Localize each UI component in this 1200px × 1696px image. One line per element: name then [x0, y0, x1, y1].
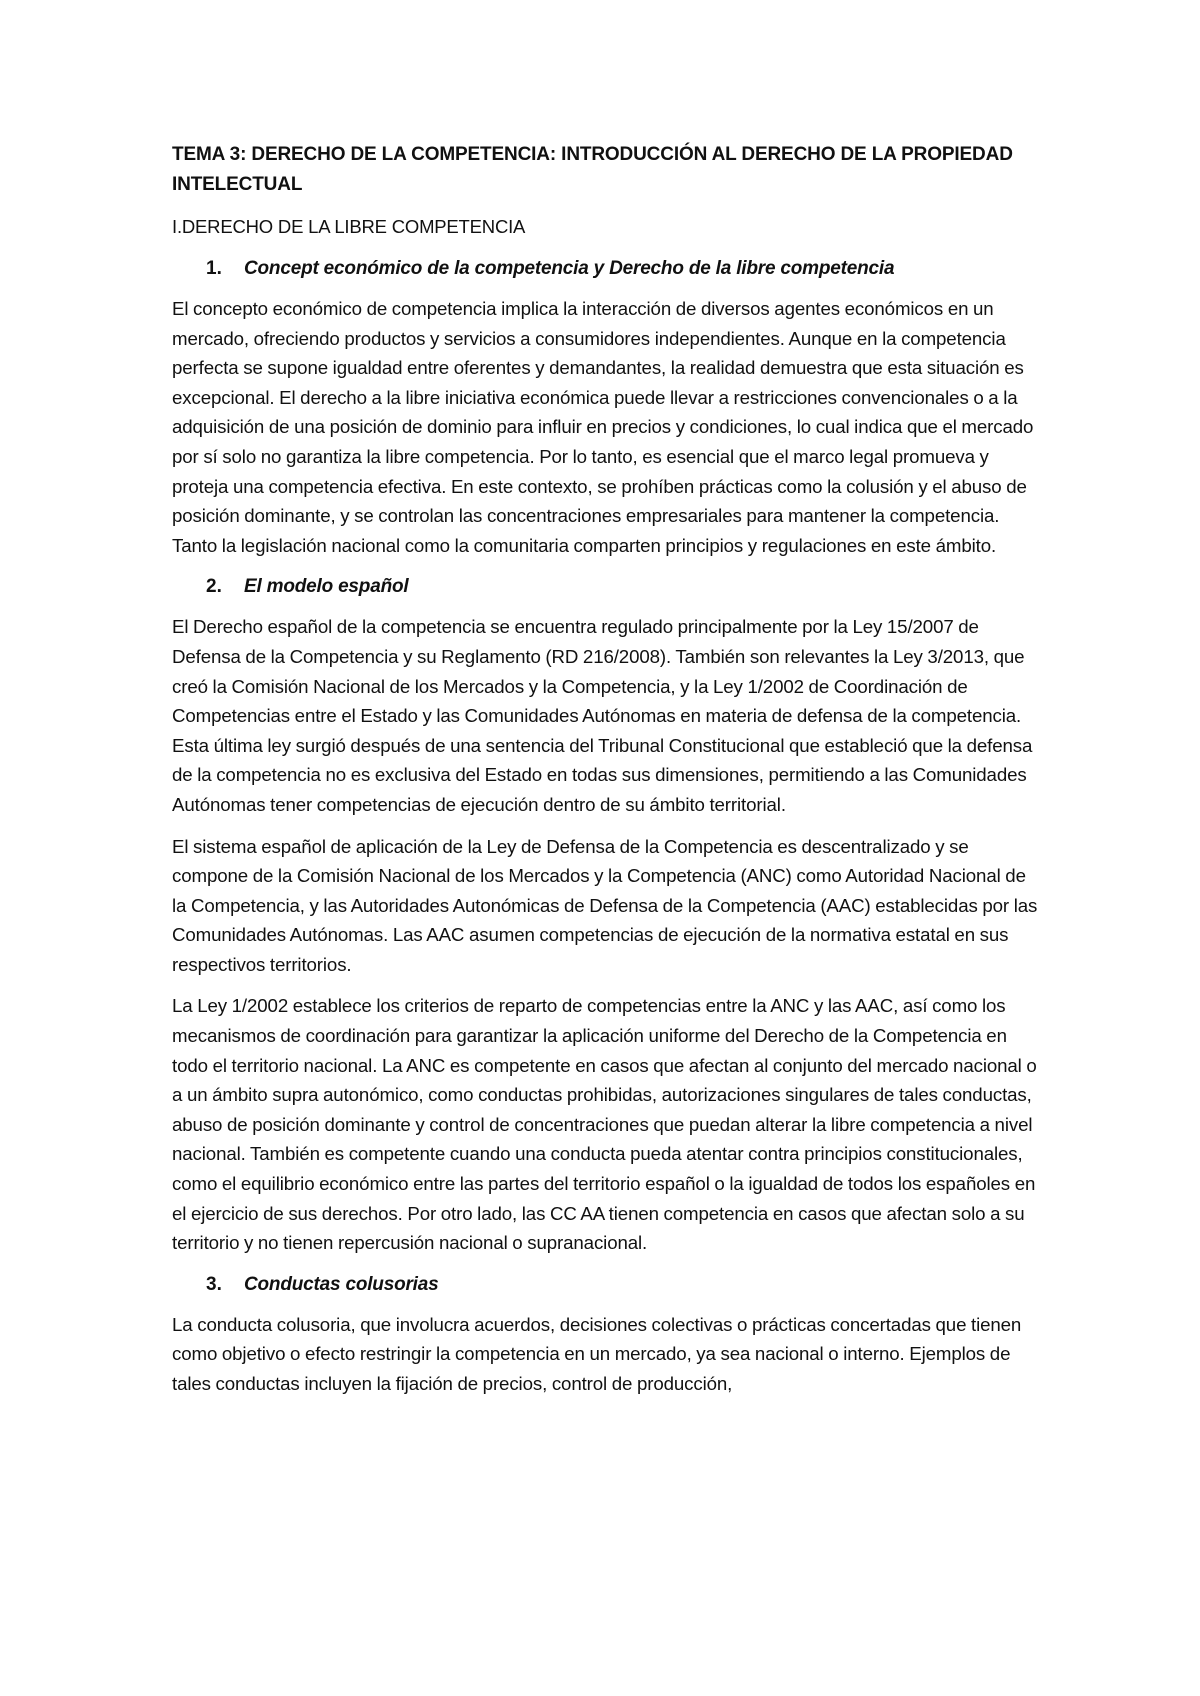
- subsection-heading-1: [172, 254, 1042, 284]
- subsection-heading-3: [172, 1270, 1042, 1300]
- subsection-number: 1.: [206, 258, 222, 279]
- subsection-number: 3.: [206, 1273, 222, 1295]
- subsection-title: Concept económico de la competencia y Derecho de la libre competencia: [244, 258, 895, 279]
- document-page: [172, 140, 1042, 1411]
- paragraph: La Ley 1/2002 establece los criterios de reparto de competencias entre la ANC y las AAC, así como los mecanismos de coordinación para garantizar la aplicación uniforme del Derecho de la Competencia en todo el territorio nacional. La ANC es competente en casos que afectan al conjunto del mercado nacional o a un ámbito supra autonómico, como conductas prohibidas, autorizaciones singulares de tales conductas, abuso de posición dominante y control de concentraciones que puedan alterar la libre competencia a nivel nacional. También es competente cuando una conducta pueda atentar contra principios constitucionales, como el equilibrio económico entre las partes del territorio español o la igualdad de todos los españoles en el ejercicio de sus derechos. Por otro lado, las CC AA tienen competencia en casos que afectan solo a su territorio y no tienen repercusión nacional o supranacional.: [172, 995, 1037, 1254]
- subsection-number: 2.: [206, 576, 222, 598]
- document-title: TEMA 3: DERECHO DE LA COMPETENCIA: INTRODUCCIÓN AL DERECHO DE LA PROPIEDAD INTELECTUAL: [172, 144, 1013, 195]
- subsection-heading-2: [172, 572, 1042, 602]
- subsection-title: Conductas colusorias: [244, 1273, 439, 1295]
- paragraph: La conducta colusoria, que involucra acuerdos, decisiones colectivas o prácticas concertadas que tienen como objetivo o efecto restringir la competencia en un mercado, ya sea nacional o interno. Ejemplos de tales conductas incluyen la fijación de precios, control de producción,: [172, 1313, 1022, 1394]
- paragraph: El concepto económico de competencia implica la interacción de diversos agentes económicos en un mercado, ofreciendo productos y servicios a consumidores independientes. Aunque en la competencia perfecta se supone igualdad entre oferentes y demandantes, la realidad demuestra que esta situación es excepcional. El derecho a la libre iniciativa económica puede llevar a restricciones convencionales o a la adquisición de una posición de dominio para influir en precios y condiciones, lo cual indica que el mercado por sí solo no garantiza la libre competencia. Por lo tanto, es esencial que el marco legal promueva y proteja una competencia efectiva. En este contexto, se prohíben prácticas como la colusión y el abuso de posición dominante, y se controlan las concentraciones empresariales para mantener la competencia. Tanto la legislación nacional como la comunitaria comparten principios y regulaciones en este ámbito.: [172, 298, 1034, 556]
- subsection-title: El modelo español: [244, 576, 409, 598]
- section-heading: I.DERECHO DE LA LIBRE COMPETENCIA: [172, 216, 526, 237]
- paragraph: El Derecho español de la competencia se encuentra regulado principalmente por la Ley 15/2007 de Defensa de la Competencia y su Reglamento (RD 216/2008). También son relevantes la Ley 3/2013, que creó la Comisión Nacional de los Mercados y la Competencia, y la Ley 1/2002 de Coordinación de Competencias entre el Estado y las Comunidades Autónomas en materia de defensa de la competencia. Esta última ley surgió después de una sentencia del Tribunal Constitucional que estableció que la defensa de la competencia no es exclusiva del Estado en todas sus dimensiones, permitiendo a las Comunidades Autónomas tener competencias de ejecución dentro de su ámbito territorial.: [172, 616, 1033, 815]
- paragraph: El sistema español de aplicación de la Ley de Defensa de la Competencia es descentralizado y se compone de la Comisión Nacional de los Mercados y la Competencia (ANC) como Autoridad Nacional de la Competencia, y las Autoridades Autonómicas de Defensa de la Competencia (AAC) establecidas por las Comunidades Autónomas. Las AAC asumen competencias de ejecución de la normativa estatal en sus respectivos territorios.: [172, 835, 1038, 975]
